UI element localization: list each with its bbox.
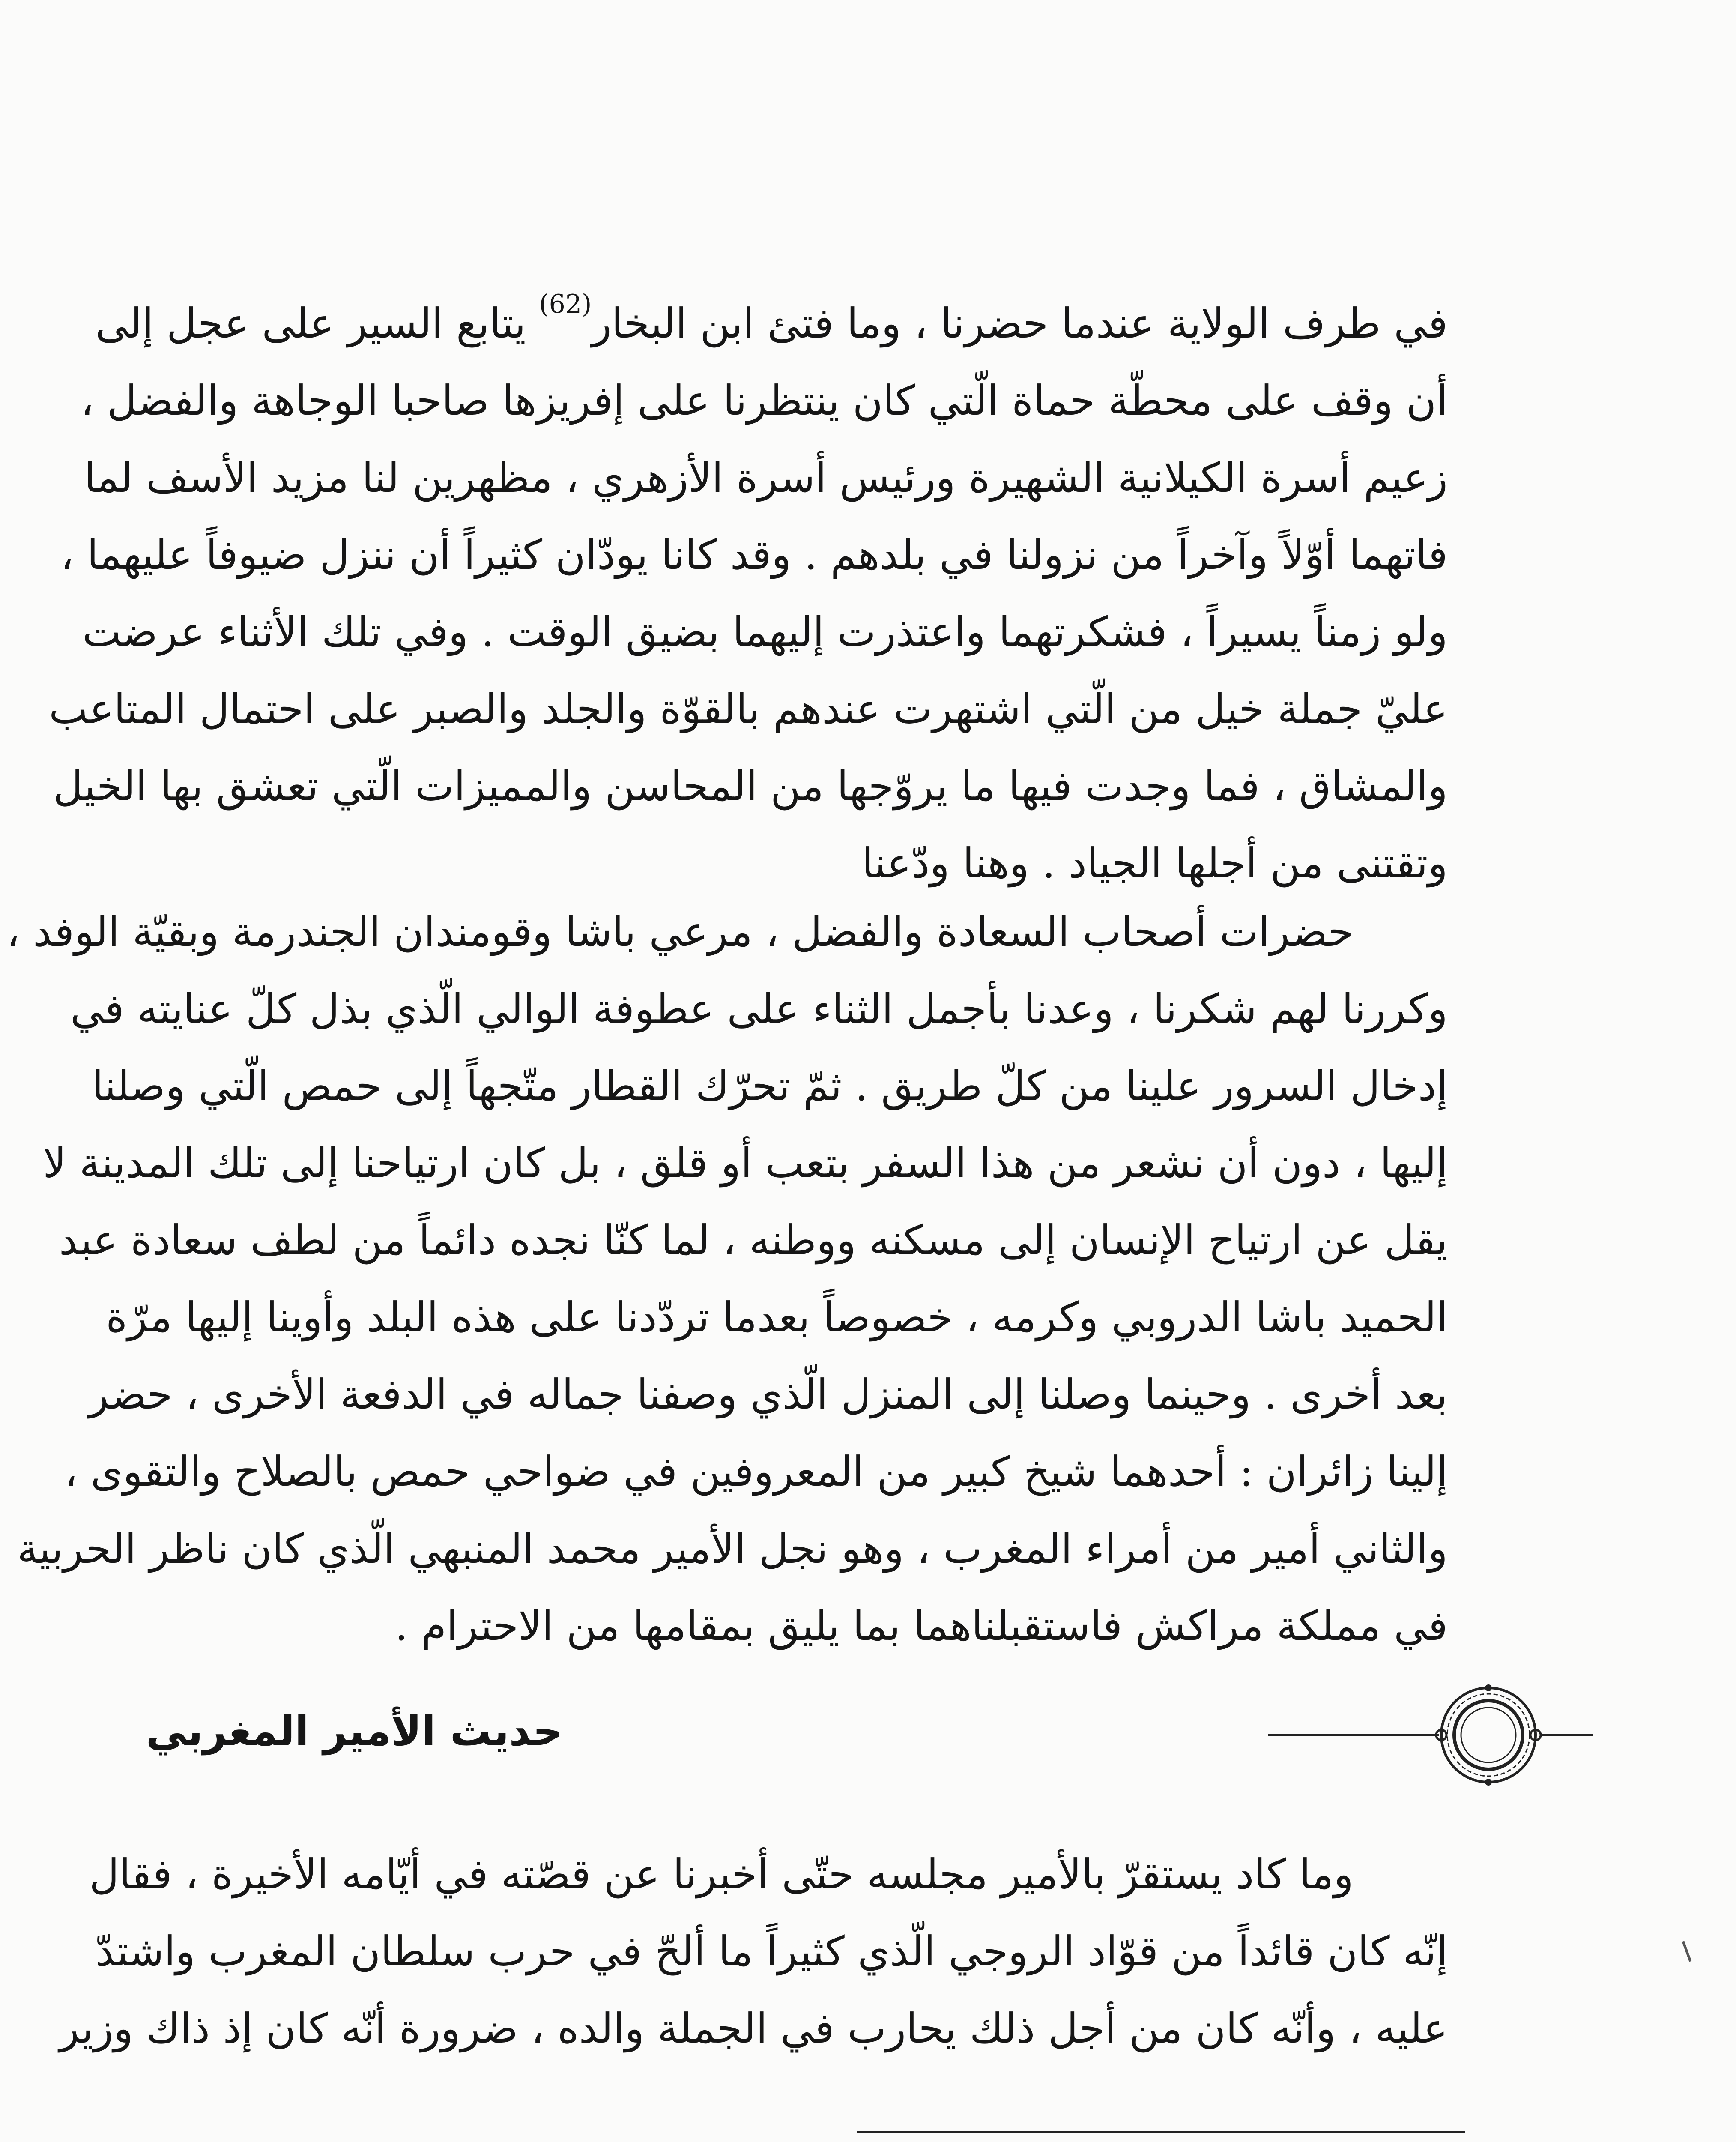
- text-line: وتقتنى من أجلها الجياد . وهنا ودّعنا: [862, 839, 1448, 887]
- footnote-reference[interactable]: (62): [539, 289, 592, 319]
- text-segment: يتابع السير على عجل إلى: [95, 299, 539, 347]
- section-heading: حديث الأمير المغربي: [146, 1707, 562, 1755]
- text-line: عليّ جملة خيل من الّتي اشتهرت عندهم بالقوّة والجلد والصبر على احتمال المتاعب: [49, 685, 1448, 733]
- text-line: في مملكة مراكش فاستقبلناهما بما يليق بمقامها من الاحترام .: [394, 1602, 1448, 1650]
- text-line: يقل عن ارتياح الإنسان إلى مسكنه ووطنه ، لما كنّا نجده دائماً من لطف سعادة عبد: [59, 1216, 1448, 1264]
- text-line: [95, 289, 1448, 356]
- text-line: إنّه كان قائداً من قوّاد الروجي الّذي كثيراً ما ألحّ في حرب سلطان المغرب واشتدّ: [96, 1927, 1448, 1975]
- text-line: إليها ، دون أن نشعر من هذا السفر بتعب أو قلق ، بل كان ارتياحنا إلى تلك المدينة لا: [43, 1139, 1448, 1187]
- text-line: والثاني أمير من أمراء المغرب ، وهو نجل الأمير محمد المنبهي الّذي كان ناظر الحربية: [17, 1525, 1448, 1573]
- text-line: وما كاد يستقرّ بالأمير مجلسه حتّى أخبرنا عن قصّته في أيّامه الأخيرة ، فقال: [89, 1850, 1354, 1898]
- text-line: بعد أخرى . وحينما وصلنا إلى المنزل الّذي وصفنا جماله في الدفعة الأخرى ، حضر: [89, 1370, 1448, 1418]
- ring-ornament-icon: [1268, 1671, 1593, 1799]
- text-line: زعيم أسرة الكيلانية الشهيرة ورئيس أسرة الأزهري ، مظهرين لنا مزيد الأسف لما: [84, 454, 1448, 502]
- text-line: وكررنا لهم شكرنا ، وعدنا بأجمل الثناء على عطوفة الوالي الّذي بذل كلّ عنايته في: [70, 985, 1448, 1033]
- text-line: والمشاق ، فما وجدت فيها ما يروّجها من المحاسن والمميزات الّتي تعشق بها الخيل: [53, 762, 1448, 810]
- text-line: عليه ، وأنّه كان من أجل ذلك يحارب في الجملة والده ، ضرورة أنّه كان إذ ذاك وزير: [59, 2004, 1448, 2052]
- text-line: إدخال السرور علينا من كلّ طريق . ثمّ تحرّك القطار متّجهاً إلى حمص الّتي وصلنا: [92, 1062, 1448, 1110]
- text-line: الحميد باشا الدروبي وكرمه ، خصوصاً بعدما تردّدنا على هذه البلد وأوينا إليها مرّة: [106, 1293, 1448, 1341]
- text-line: أن وقف على محطّة حماة الّتي كان ينتظرنا على إفريزها صاحبا الوجاهة والفضل ،: [81, 377, 1448, 425]
- margin-mark: [1682, 1941, 1692, 1962]
- footnote-divider: [857, 2131, 1465, 2133]
- text-segment: في طرف الولاية عندما حضرنا ، وما فتئ ابن البخار: [592, 299, 1448, 347]
- text-line: حضرات أصحاب السعادة والفضل ، مرعي باشا وقومندان الجندرمة وبقيّة الوفد ،: [6, 908, 1354, 956]
- text-line: ولو زمناً يسيراً ، فشكرتهما واعتذرت إليهما بضيق الوقت . وفي تلك الأثناء عرضت: [82, 608, 1448, 656]
- text-line: إلينا زائران : أحدهما شيخ كبير من المعروفين في ضواحي حمص بالصلاح والتقوى ،: [64, 1448, 1448, 1496]
- text-line: فاتهما أوّلاً وآخراً من نزولنا في بلدهم . وقد كانا يودّان كثيراً أن ننزل ضيوفاً عليهما ،: [60, 531, 1448, 579]
